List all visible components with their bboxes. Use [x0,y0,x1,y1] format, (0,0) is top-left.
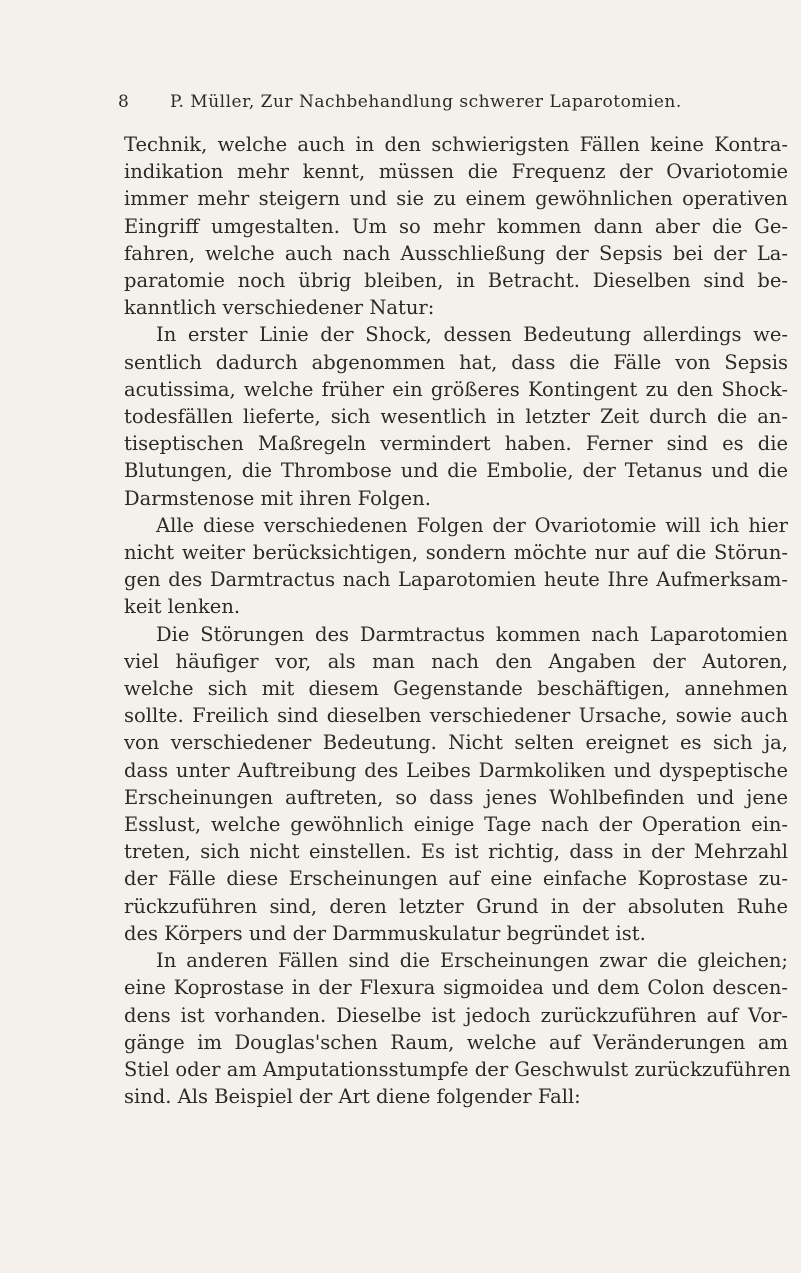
text-line: Technik, welche auch in den schwierigsten Fällen keine Kontra- [124,133,788,156]
text-line: nicht weiter berücksichtigen, sondern möchte nur auf die Störun- [124,541,788,565]
text-line: Alle diese verschiedenen Folgen der Ovariotomie will ich hier [156,513,788,537]
text-line: acutissima, welche früher ein größeres Kontingent zu den Shock- [124,377,788,401]
paragraph [124,621,788,947]
paragraph [124,131,788,321]
text-line: von verschiedener Bedeutung. Nicht selten ereignet es sich ja, [124,731,788,755]
body-text [124,131,791,1110]
text-line: todesfällen lieferte, sich wesentlich in letzter Zeit durch die an- [124,405,788,429]
text-line: sentlich dadurch abgenommen hat, dass die Fälle von Sepsis [124,350,788,374]
running-header [118,92,718,112]
text-line: Die Störungen des Darmtractus kommen nach Laparotomien [156,622,788,646]
text-line: rückzuführen sind, deren letzter Grund in der absoluten Ruhe [124,894,788,918]
text-line: eine Koprostase in der Flexura sigmoidea und dem Colon descen- [124,976,788,1000]
text-line: fahren, welche auch nach Ausschließung der Sepsis bei der La- [124,241,788,265]
text-line: gen des Darmtractus nach Laparotomien heute Ihre Aufmerksam- [124,568,788,592]
page-number: 8 [118,92,130,112]
text-line: der Fälle diese Erscheinungen auf eine einfache Koprostase zu- [124,867,788,891]
text-line: dens ist vorhanden. Dieselbe ist jedoch zurückzuführen auf Vor- [124,1003,788,1027]
text-line: keit lenken. [124,595,241,619]
text-line: viel häufiger vor, als man nach den Angaben der Autoren, [124,649,788,673]
text-line: In anderen Fällen sind die Erscheinungen zwar die gleichen; [156,949,788,973]
text-line: kanntlich verschiedener Natur: [124,296,435,320]
text-line: Blutungen, die Thrombose und die Embolie, der Tetanus und die [124,459,788,483]
text-line: paratomie noch übrig bleiben, in Betracht. Dieselben sind be- [124,269,788,293]
paragraph [124,947,791,1110]
text-line: tiseptischen Maßregeln vermindert haben. Ferner sind es die [124,432,788,456]
text-line: welche sich mit diesem Gegenstande beschäftigen, annehmen [124,677,788,701]
text-line: In erster Linie der Shock, dessen Bedeutung allerdings we- [156,323,788,347]
text-line: dass unter Auftreibung des Leibes Darmkoliken und dyspeptische [124,758,788,782]
running-title: P. Müller, Zur Nachbehandlung schwerer Laparotomien. [170,92,682,112]
text-line: treten, sich nicht einstellen. Es ist richtig, dass in der Mehrzahl [124,840,788,864]
text-line: Stiel oder am Amputationsstumpfe der Geschwulst zurückzuführen [124,1057,791,1081]
text-line: Darmstenose mit ihren Folgen. [124,486,431,510]
paragraph [124,321,788,511]
text-line: des Körpers und der Darmmuskulatur begründet ist. [124,921,646,945]
text-line: sollte. Freilich sind dieselben verschiedener Ursache, sowie auch [124,704,788,728]
paragraph [124,512,788,621]
text-line: indikation mehr kennt, müssen die Frequenz der Ovariotomie [124,160,788,184]
text-line: gänge im Douglas'schen Raum, welche auf Veränderungen am [124,1030,788,1054]
text-line: sind. Als Beispiel der Art diene folgender Fall: [124,1085,581,1109]
text-line: immer mehr steigern und sie zu einem gewöhnlichen operativen [124,187,788,211]
text-line: Erscheinungen auftreten, so dass jenes Wohlbefinden und jene [124,785,788,809]
text-line: Eingriff umgestalten. Um so mehr kommen dann aber die Ge- [124,214,788,238]
text-line: Esslust, welche gewöhnlich einige Tage nach der Operation ein- [124,813,788,837]
